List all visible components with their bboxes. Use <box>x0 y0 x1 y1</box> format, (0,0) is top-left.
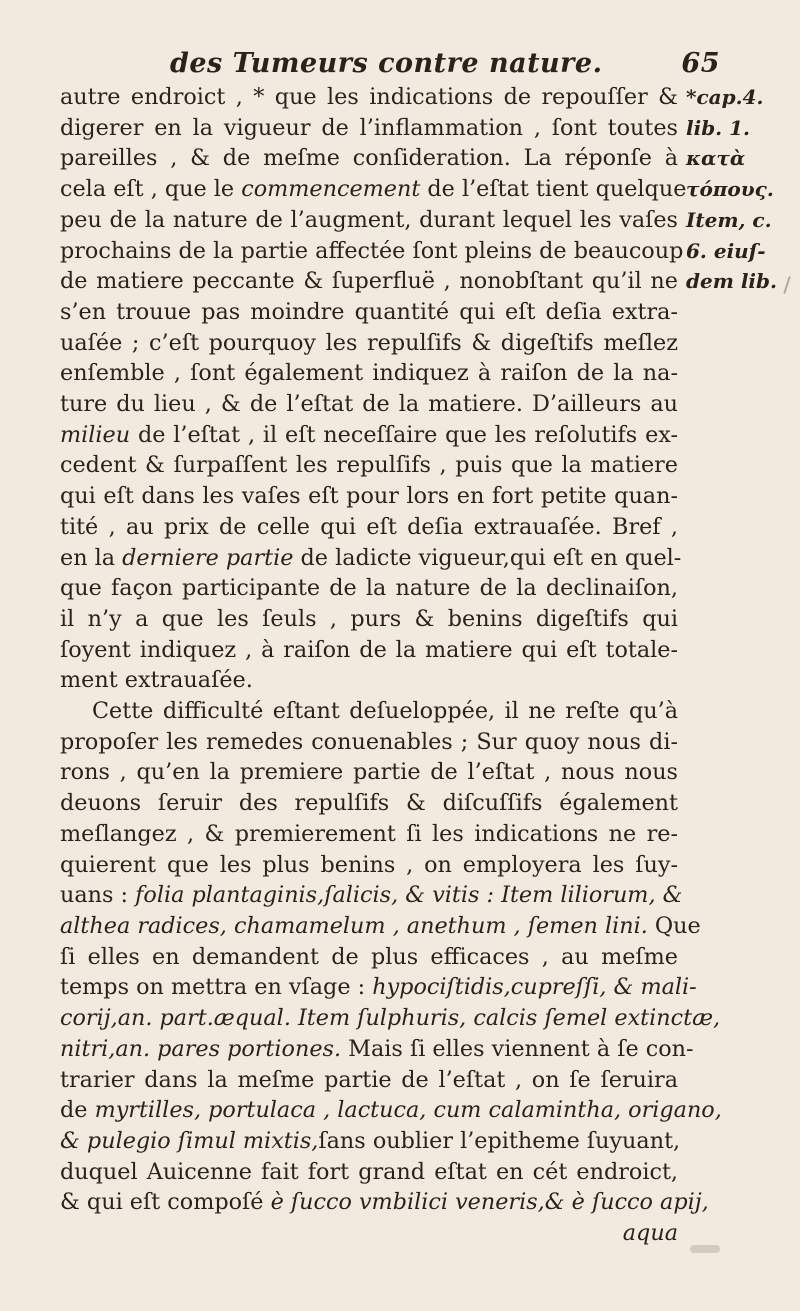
text-line <box>60 450 678 481</box>
text-segment: ſans oublier l’epitheme ſuyuant, <box>318 1127 681 1154</box>
text-segment: quierent que les plus benins , on employera les ſuy- <box>60 851 678 878</box>
text-segment: en la <box>60 544 123 571</box>
italic-segment: hypociſtidis,cupreſſi, & mali- <box>372 974 697 1001</box>
text-segment: de <box>60 1097 95 1124</box>
text-segment: temps on mettra en vſage : <box>60 974 373 1001</box>
italic-segment: derniere partie <box>122 544 294 571</box>
text-line <box>60 420 678 451</box>
text-segment: meſlangez , & premierement ſi les indications ne re- <box>60 820 678 847</box>
margin-notes <box>686 82 794 297</box>
text-segment: & qui eſt compoſé <box>60 1189 271 1216</box>
text-line <box>60 665 678 696</box>
text-segment: cedent & ſurpaſſent les repulſifs , puis que la matiere <box>60 452 678 479</box>
text-line <box>60 1157 678 1188</box>
text-segment: ſoyent indiquez , à raiſon de la matiere qui eſt totale- <box>60 636 678 663</box>
text-line <box>60 113 678 144</box>
italic-segment: folia plantaginis,ſalicis, & vitis : Item liliorum, & <box>135 882 683 909</box>
text-segment: cela eſt , que le <box>60 176 242 203</box>
text-segment: digerer en la vigueur de l’inflammation , ſont toutes <box>60 114 678 141</box>
text-segment: peu de la nature de l’augment, durant lequel les vaſes <box>60 206 678 233</box>
text-segment: trarier dans la meſme partie de l’eſtat , on ſe ſeruira <box>60 1066 678 1093</box>
margin-note: lib. 1. <box>686 115 750 140</box>
text-segment: de ladicte vigueur,qui eſt en quel- <box>293 544 682 571</box>
margin-note: 6. eiuſ- <box>686 238 766 263</box>
margin-note: Item, c. <box>686 207 772 232</box>
text-line <box>60 911 701 942</box>
text-segment: propoſer les remedes conuenables ; Sur quoy nous di- <box>60 728 678 755</box>
text-line <box>60 1095 722 1126</box>
text-line <box>60 850 678 881</box>
text-segment: que façon participante de la nature de la declinaiſon, <box>60 575 678 602</box>
italic-segment: è ſucco vmbilici veneris,& è ſucco apij, <box>270 1189 709 1216</box>
text-segment: duquel Auicenne fait fort grand eſtat en cét endroict, <box>60 1158 678 1185</box>
text-segment: deuons ſeruir des repulſifs & diſcuſſifs également <box>60 790 678 817</box>
text-line <box>60 727 678 758</box>
text-segment: Mais ſi elles viennent à ſe con- <box>341 1035 694 1062</box>
margin-note: τόπους. <box>686 177 774 202</box>
text-line <box>60 481 678 512</box>
text-line <box>60 573 678 604</box>
text-line <box>60 82 678 113</box>
italic-segment: corij,an. part.æqual. Item ſulphuris, calcis ſemel extinctæ, <box>60 1005 721 1032</box>
text-line <box>60 635 678 666</box>
text-line <box>60 819 678 850</box>
page-number: 65 <box>681 48 720 79</box>
running-header <box>170 48 720 79</box>
italic-segment: aqua <box>622 1220 678 1247</box>
italic-segment: myrtilles, portulaca , lactuca, cum calamintha, origano, <box>94 1097 722 1124</box>
italic-segment: commencement <box>241 176 421 203</box>
text-segment: uaſée ; c’eſt pourquoy les repulſifs & digeſtifs meſlez <box>60 329 678 356</box>
text-segment: pareilles , & de meſme conſideration. La réponſe à <box>60 145 678 172</box>
italic-segment: & pulegio ſimul mixtis, <box>60 1127 319 1154</box>
text-line <box>60 143 678 174</box>
text-line <box>60 543 682 574</box>
text-line <box>60 1187 709 1218</box>
text-segment: s’en trouue pas moindre quantité qui eſt deſia extra- <box>60 298 678 325</box>
text-line <box>60 328 678 359</box>
text-line <box>60 1065 678 1096</box>
text-line <box>60 1034 694 1065</box>
text-line <box>60 1218 678 1249</box>
text-segment: ſi elles en demandent de plus efficaces , au meſme <box>60 943 678 970</box>
text-segment: rons , qu’en la premiere partie de l’eſtat , nous nous <box>60 759 678 786</box>
text-line <box>60 942 678 973</box>
text-segment: il n’y a que les ſeuls , purs & benins digeſtifs qui <box>60 605 678 632</box>
text-segment: Cette difficulté eſtant deſueloppée, il ne reſte qu’à <box>92 698 678 725</box>
text-segment: de matiere peccante & ſuperfluë , nonobſtant qu’il ne <box>60 268 678 295</box>
text-line <box>60 389 678 420</box>
text-line <box>60 972 697 1003</box>
text-line <box>60 512 678 543</box>
text-segment: enſemble , ſont également indiquez à raiſon de la na- <box>60 360 678 387</box>
ink-smudge <box>690 1245 720 1253</box>
text-line <box>60 880 683 911</box>
text-line <box>60 358 678 389</box>
italic-segment: milieu <box>60 421 131 448</box>
margin-note: κατὰ <box>686 146 746 171</box>
text-segment: prochains de la partie affectée ſont pleins de beaucoup <box>60 237 684 264</box>
text-segment: de l’eſtat , il eſt neceſſaire que les reſolutifs ex- <box>130 421 678 448</box>
text-line <box>60 205 678 236</box>
text-segment: Que <box>647 912 701 939</box>
running-title: des Tumeurs contre nature. <box>170 48 603 79</box>
text-line <box>60 266 678 297</box>
text-line <box>60 297 678 328</box>
text-line <box>60 236 684 267</box>
margin-note: dem lib. <box>686 269 777 294</box>
margin-note: *cap.4. <box>686 85 764 109</box>
text-segment: ture du lieu , & de l’eſtat de la matiere. D’ailleurs au <box>60 391 678 418</box>
text-line <box>60 757 678 788</box>
italic-segment: althea radices, chamamelum , anethum , ſemen lini. <box>60 912 648 939</box>
text-segment: ment extrauaſée. <box>60 667 253 694</box>
text-segment: tité , au prix de celle qui eſt deſia extrauaſée. Bref , <box>60 513 678 540</box>
text-line <box>60 1126 681 1157</box>
text-segment: autre endroict , * que les indications de repouſſer & <box>60 84 678 110</box>
text-segment: de l’eſtat tient quelque <box>420 176 687 203</box>
text-line <box>60 696 678 727</box>
text-line <box>60 1003 721 1034</box>
text-line <box>60 174 687 205</box>
text-line <box>60 604 678 635</box>
text-segment: qui eſt dans les vaſes eſt pour lors en fort petite quan- <box>60 483 678 510</box>
text-line <box>60 788 678 819</box>
italic-segment: nitri,an. pares portiones. <box>60 1035 342 1062</box>
text-segment: uans : <box>60 882 136 909</box>
